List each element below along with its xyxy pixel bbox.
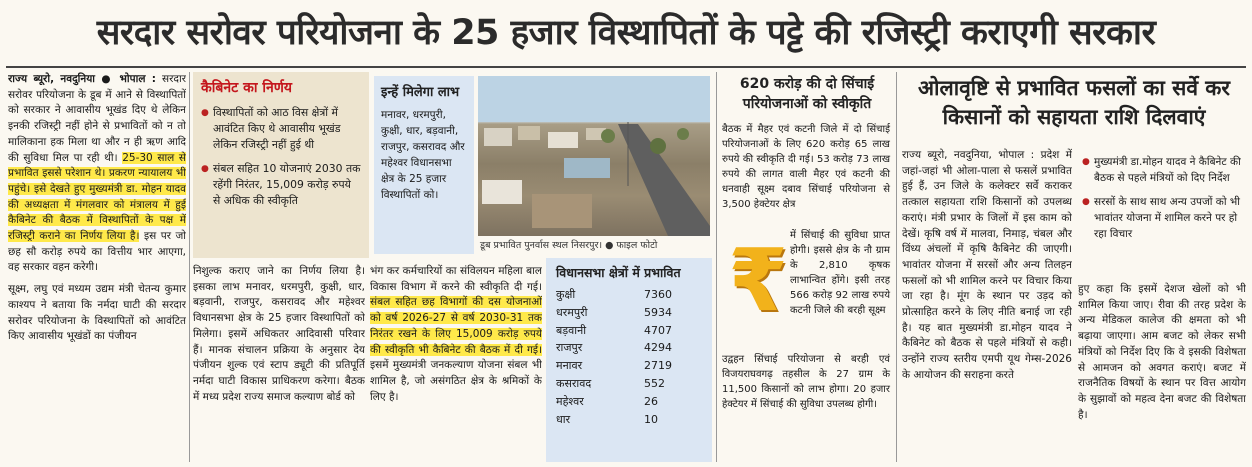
irrigation-text-wrap: में सिंचाई की सुविधा प्राप्त होगी। इससे क्षेत्र के नौ ग्राम के 2,810 कृषक लाभान्वित होंगे। इसी तरह 566 करोड़ 92 लाख रुपये कटनी जिले की बरही सूक्ष्म bbox=[790, 230, 890, 316]
main-story-highlight: 25-30 साल से प्रभावित इससे परेशान थे। प्रकरण न्यायालय भी पहुंचे। इसे देखते हुए मुख्यमंत्री डा. मोहन यादव की अध्यक्षता में मंगलवार को मंत्रालय में हुई कैबिनेट की बैठक में विस्थापितों के पक्ष में रजिस्ट्री कराने का निर्णय लिया है। bbox=[8, 151, 186, 243]
main-story-paragraph-2: सूक्ष्म, लघु एवं मध्यम उद्यम मंत्री चेतन्य कुमार काश्यप ने बताया कि नर्मदा घाटी की सरदार सरोवर परियोजना के विस्थापितों को आवंटित किए आवासीय भूखंडों का पंजीयन bbox=[8, 283, 186, 343]
table-row bbox=[556, 339, 702, 357]
photo-caption: डूब प्रभावित पुनर्वास स्थल निसरपुर। ● फाइल फोटो bbox=[480, 240, 658, 251]
cabinet-decision-box bbox=[193, 72, 369, 258]
constituency-name: कुक्षी bbox=[556, 288, 576, 301]
constituency-value: 10 bbox=[644, 412, 658, 426]
irrigation-text-top: बैठक में मैहर एवं कटनी जिले में दो सिंचाई परियोजनाओं के लिए 620 करोड़ 65 लाख रुपये की स्वीकृति दी गई। 53 करोड़ 73 लाख रुपये की लागत वाली मैहर एवं कटनी की धनवाही सूक्ष्म दबाव सिंचाई परियोजना से 3,500 हेक्टेयर क्षेत्र bbox=[722, 124, 890, 210]
table-row bbox=[556, 304, 702, 322]
column-3-highlight: संबल सहित छह विभागों की दस योजनाओं को वर्ष 2026-27 से वर्ष 2030-31 तक निरंतर रखने के लिए 15,009 करोड़ रुपये की स्वीकृति भी कैबिनेट की बैठक में दी गई। bbox=[370, 296, 542, 356]
hail-story-column-right: हुए कहा कि इसमें देशज खेलों को भी शामिल किया जाए। रीवा की तरह प्रदेश के अन्य मेडिकल कालेज की क्षमता को भी बढ़ाया जाएगा। आम बजट को लेकर सभी मंत्रियों को निर्देश दिए कि वे इसकी विशेषता से आमजन को अवगत कराएं। बजट में राजनैतिक विषयों के स्थान पर वित्त आयोग के सुझावों को महत्व देना बजट की विशेषता है। bbox=[1078, 283, 1246, 421]
table-row bbox=[556, 411, 702, 429]
beneficiaries-title: इन्हें मिलेगा लाभ bbox=[381, 85, 460, 100]
house bbox=[548, 132, 578, 148]
constituency-table bbox=[546, 258, 712, 462]
constituency-name: मनावर bbox=[556, 359, 583, 373]
table-row bbox=[556, 322, 702, 340]
constituency-name: धार bbox=[556, 412, 571, 426]
main-headline: सरदार सरोवर परियोजना के 25 हजार विस्थापितों के पट्टे की रजिस्ट्री कराएगी सरकार bbox=[96, 13, 1156, 53]
constituency-value: 4294 bbox=[644, 341, 672, 355]
constituency-value: 4707 bbox=[644, 323, 672, 337]
constituency-name: महेश्वर bbox=[556, 394, 584, 408]
constituency-value: 7360 bbox=[644, 288, 672, 301]
rupee-icon: ₹ bbox=[728, 231, 788, 331]
main-story-paragraph-1: सरदार सरोवर परियोजना के डूब में आने से विस्थापितों को सरकार ने आवासीय भूखंड दिए थे लेकिन इनकी रजिस्ट्री नहीं होने से प्रभावितों को न तो मालिकाना हक मिला था और न ही ऋण आदि की सुविधा मिल पा रही थी। bbox=[8, 73, 186, 164]
main-story-column-1 bbox=[8, 72, 186, 464]
roof bbox=[564, 158, 610, 178]
column-divider bbox=[896, 72, 897, 462]
byline: राज्य ब्यूरो, नवदुनिया ● भोपाल : bbox=[8, 73, 156, 85]
cabinet-bullet: ● विस्थापितों को आठ विस क्षेत्रों में आवंटित किए थे आवासीय भूखंड लेकिन रजिस्ट्री नहीं हुई थी bbox=[201, 105, 361, 153]
irrigation-headline: 620 करोड़ की दो सिंचाई परियोजनाओं को स्वीकृति bbox=[739, 76, 875, 112]
hail-bullet: ● मुख्यमंत्री डा.मोहन यादव ने कैबिनेट की बैठक से पहले मंत्रियों को दिए निर्देश bbox=[1082, 154, 1242, 186]
field bbox=[532, 194, 592, 228]
hail-bullet: ● सरसों के साथ साथ अन्य उपजों को भी भावांतर योजना में शामिल करने पर हो रहा विचार bbox=[1082, 194, 1242, 242]
constituency-name: बड़वानी bbox=[556, 323, 587, 337]
constituency-value: 5934 bbox=[644, 305, 672, 319]
resettlement-photo bbox=[478, 76, 710, 236]
main-story-paragraph-1-tail: इस पर जो छह सौ करोड़ रुपये का वित्तीय भार आएगा, वह सरकार वहन करेगी। bbox=[8, 230, 186, 274]
hail-story-text: राज्य ब्यूरो, नवदुनिया, भोपाल : प्रदेश में जहां-जहां भी ओला-पाला से फसलें प्रभावित हुई हैं, उन जिले के कलेक्टर सर्वे कराकर तत्काल सहायता राशि किसानों को उपलब्ध कराएं। मंत्री प्रभार के जिलों में इस काम को देखें। कृषि वर्ष में मालवा, निमाड़, चंबल और विंध्य अंचलों में कृषि कैबिनेट की जाएगी। भावांतर योजना में सरसों और अन्य तिलहन फसलों को भी शामिल करने पर विचार किया जा रहा है। मूंग के स्थान पर उड़द को प्रोत्साहित करने के लिए नीति बनाई जा रही है। यह बात मुख्यमंत्री डा.मोहन यादव ने कैबिनेट को बैठक से पहले मंत्रियों से कही। उन्होंने राज्य स्तरीय एमपी यूथ गेम्स-2026 के आयोजन की सराहना करते bbox=[902, 149, 1072, 381]
tree bbox=[601, 129, 615, 143]
irrigation-text-bottom: उद्वहन सिंचाई परियोजना से बरही एवं विजयराघवगढ़ तहसील के 27 ग्राम के 11,500 किसानों को लाभ होगा। 20 हजार हेक्टेयर में सिंचाई की सुविधा उपलब्ध होगी। bbox=[722, 354, 890, 410]
main-story-column-2: निशुल्क कराए जाने का निर्णय लिया है। इसका लाभ मनावर, धरमपुरी, कुक्षी, धार, बड़वानी, राजपुर, कसरावद और महेश्वर विधानसभा क्षेत्र के 25 हजार विस्थापितों को मिलेगा। इसमें अधिकतर आदिवासी परिवार हैं। मानक संचालन प्रक्रिया के अनुसार देय पंजीयन शुल्क एवं स्टाप ड्यूटी की प्रतिपूर्ति नर्मदा घाटी विकास प्राधिकरण करेगा। बैठक में मध्य प्रदेश राज्य समाज कल्याण बोर्ड को bbox=[193, 265, 365, 403]
constituency-name: कसरावद bbox=[556, 376, 592, 390]
column-3-text: भंग कर कर्मचारियों का संविलयन महिला बाल विकास विभाग में करने की स्वीकृति दी गई। bbox=[370, 265, 542, 293]
headline-rule bbox=[6, 66, 1246, 68]
constituency-name: धरमपुरी bbox=[556, 305, 588, 319]
house bbox=[484, 128, 512, 146]
column-divider bbox=[189, 72, 190, 462]
house bbox=[482, 180, 522, 204]
tree bbox=[650, 138, 666, 154]
table-row bbox=[556, 393, 702, 411]
table-row bbox=[556, 357, 702, 375]
cabinet-decision-title: कैबिनेट का निर्णय bbox=[201, 80, 292, 96]
main-story-column-3 bbox=[370, 264, 542, 462]
constituency-value: 2719 bbox=[644, 359, 672, 373]
column-divider bbox=[716, 72, 717, 462]
tree bbox=[677, 128, 689, 140]
beneficiaries-box bbox=[374, 76, 474, 254]
cabinet-bullet: ● संबल सहित 10 योजनाएं 2030 तक रहेंगी निरंतर, 15,009 करोड़ रुपये से अधिक की स्वीकृति bbox=[201, 161, 361, 209]
constituency-table-title: विधानसभा क्षेत्रों में प्रभावित bbox=[556, 265, 681, 280]
table-row bbox=[556, 375, 702, 393]
table-row bbox=[556, 286, 702, 304]
constituency-value: 26 bbox=[644, 394, 658, 408]
constituency-name: राजपुर bbox=[556, 341, 583, 355]
constituency-value: 552 bbox=[644, 376, 665, 390]
column-3-tail: इसमें मुख्यमंत्री जनकल्याण योजना संबल भी शामिल है, जो असंगठित क्षेत्र के श्रमिकों के लिए है। bbox=[370, 359, 542, 403]
hail-bullets-box bbox=[1078, 150, 1246, 274]
photo-scene bbox=[478, 76, 710, 236]
beneficiaries-text: मनावर, धरमपुरी, कुक्षी, धार, बड़वानी, राजपुर, कसरावद और महेश्वर विधानसभा क्षेत्र के 25 हजार विस्थापितों को। bbox=[381, 109, 465, 201]
house bbox=[518, 126, 540, 140]
sky bbox=[478, 76, 710, 122]
hail-headline: ओलावृष्टि से प्रभावित फसलों का सर्वे कर किसानों को सहायता राशि दिलवाएं bbox=[917, 76, 1231, 129]
